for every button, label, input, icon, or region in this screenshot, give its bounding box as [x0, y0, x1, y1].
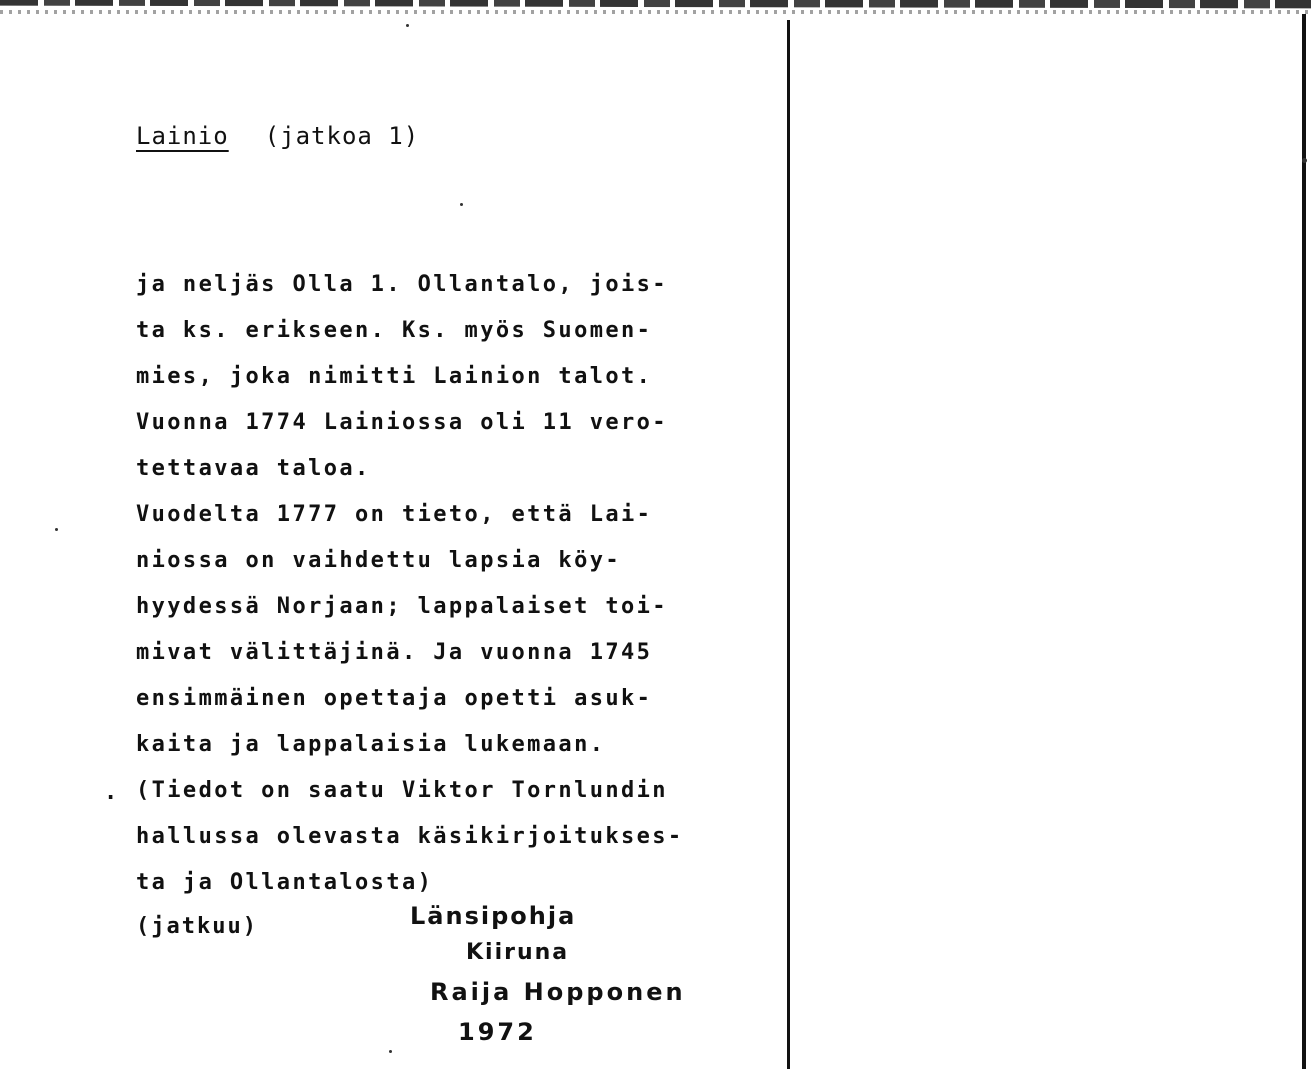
text-line: (Tiedot on saatu Viktor Tornlundin	[136, 778, 668, 803]
column-divider	[787, 20, 790, 1069]
text-line: hyydessä Norjaan; lappalaiset toi-	[136, 594, 668, 619]
scan-speck	[1302, 158, 1307, 163]
continues-note: (jatkuu)	[136, 914, 258, 939]
text-line: tettavaa taloa.	[136, 456, 371, 481]
typed-text-block	[136, 268, 684, 912]
scan-edge-noise-light	[0, 10, 1311, 14]
scan-speck	[55, 528, 58, 531]
scan-speck	[460, 203, 463, 206]
margin-mark: .	[104, 780, 118, 805]
page-edge	[1302, 14, 1306, 1069]
text-line: niossa on vaihdettu lapsia köy-	[136, 548, 621, 573]
text-line: ta ja Ollantalosta)	[136, 870, 434, 895]
stamp-author: Raija Hopponen	[430, 978, 686, 1006]
text-line: Vuodelta 1777 on tieto, että Lai-	[136, 502, 653, 527]
text-line: ta ks. erikseen. Ks. myös Suomen-	[136, 318, 653, 343]
page-heading	[136, 122, 419, 150]
text-line: kaita ja lappalaisia lukemaan.	[136, 732, 606, 757]
scan-speck	[389, 1050, 392, 1053]
scan-speck	[406, 24, 409, 27]
text-line: ensimmäinen opettaja opetti asuk-	[136, 686, 653, 711]
text-line: mivat välittäjinä. Ja vuonna 1745	[136, 640, 653, 665]
stamp-region: Länsipohja	[410, 902, 577, 930]
text-line: hallussa olevasta käsikirjoitukses-	[136, 824, 684, 849]
text-line: Vuonna 1774 Lainiossa oli 11 vero-	[136, 410, 668, 435]
text-line: mies, joka nimitti Lainion talot.	[136, 364, 653, 389]
heading-continuation: (jatkoa 1)	[264, 122, 420, 150]
stamp-place: Kiiruna	[466, 940, 570, 965]
stamp-year: 1972	[458, 1018, 537, 1046]
heading-name: Lainio	[136, 122, 229, 150]
text-line: ja neljäs Olla 1. Ollantalo, jois-	[136, 272, 668, 297]
